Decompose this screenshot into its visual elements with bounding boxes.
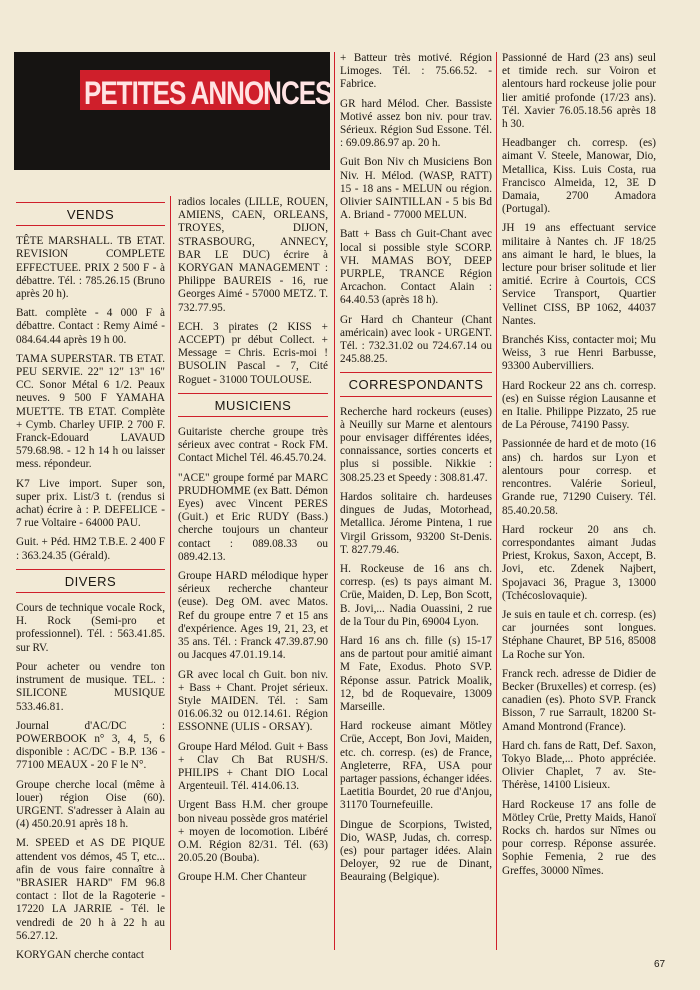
ad-item: M. SPEED et AS DE PIQUE attendent vos démos, 45 T, etc... afin de vous faire connaître à "BRASIER HARD" FM 96.8 contact : Ilot de la Ragoterie - 17220 LA JARRIE - Tél. le vendredi de 20 h à 22 h au 56.27.12. bbox=[16, 837, 165, 942]
column-3 bbox=[340, 52, 492, 891]
ad-item: Hard 16 ans ch. fille (s) 15-17 ans de partout pour amitié aimant M Fate, Exodus. Photo SVP. Réponse assur. Patrick Moalik, 12, bd de Roquevaire, 13009 Marseille. bbox=[340, 634, 492, 713]
ad-item: GR hard Mélod. Cher. Bassiste Motivé assez bon niv. pour trav. Sérieux. Région Sud Essone. Tél. : 69.09.86.97 ap. 20 h. bbox=[340, 97, 492, 150]
ad-item: Batt + Bass ch Guit-Chant avec local si possible style SCORP. VH. MAMAS BOY, DEEP PURPLE, TRANCE Région Arcachon. Contact Alain : 64.40.53 (après 18 h). bbox=[340, 228, 492, 307]
column-1 bbox=[16, 196, 165, 968]
ad-item: H. Rockeuse de 16 ans ch. corresp. (es) ts pays aimant M. Crüe, Maiden, D. Lep, Bon Scott, B. Jovi,... Nadia Ouassini, 2 rue de la Tour du Pin, 69004 Lyon. bbox=[340, 562, 492, 628]
ad-item: Passionnée de hard et de moto (16 ans) ch. hardos sur Lyon et alentours pour corresp. et rencontres. Valérie Sorieul, Grande rue, 71290 Cuisery. Tél. 85.40.20.58. bbox=[502, 438, 656, 517]
ad-item: Guit. + Péd. HM2 T.B.E. 2 400 F : 363.24.35 (Gérald). bbox=[16, 536, 165, 562]
ad-item: "ACE" groupe formé par MARC PRUDHOMME (ex Batt. Démon Eyes) avec Vincent PERES (Guit.) et Eric RUDY (Bass.) cherche toujours un chanteur contact : 089.08.33 ou 089.42.13. bbox=[178, 471, 328, 563]
ad-item: Hard Rockeuse 17 ans folle de Mötley Crüe, Pretty Maids, Hanoï Rocks ch. hardos sur Nîmes ou pour corresp. Réponse assurée. Sophie Femenia, 2 rue des Greffes, 30000 Nîmes. bbox=[502, 798, 656, 877]
ad-item: Pour acheter ou vendre ton instrument de musique. TEL. : SILICONE MUSIQUE 533.46.81. bbox=[16, 660, 165, 713]
ad-item: Groupe H.M. Cher Chanteur bbox=[178, 871, 307, 884]
column-divider bbox=[496, 52, 497, 950]
ad-item: TÊTE MARSHALL. TB ETAT. REVISION COMPLETE EFFECTUEE. PRIX 2 500 F - à débattre. Tél. : 785.26.15 (Bruno après 20 h). bbox=[16, 235, 165, 301]
ad-item: JH 19 ans effectuant service militaire à Nantes ch. JF 18/25 ans aimant le hard, le blues, la lecture pour briser solitude et lier amitié. Ecrire à Courtois, CCS Service Transport, Quartier Vellinet CISS, BP 1062, 44037 Nantes. bbox=[502, 222, 656, 327]
ad-item: Recherche hard rockeurs (euses) à Neuilly sur Marne et alentours pour envisager différentes idées, connaissance, sorties concerts et plus si possible. Nikkie : 308.25.23 et Speedy : 308.81.47. bbox=[340, 405, 492, 484]
ad-item: radios locales (LILLE, ROUEN, AMIENS, CAEN, ORLEANS, TROYES, DIJON, STRASBOURG, ANNECY, BAR LE DUC) écrire à KORYGAN MANAGEMENT : Philippe BAUREIS - 16, rue Georges Aimé - 57000 METZ. T. 732.77.95. bbox=[178, 196, 328, 314]
ad-item: Hard rockeur 20 ans ch. correspondantes aimant Judas Priest, Krokus, Saxon, Accept, B. Jovi, etc. Zdenek Najbert, Spojavaci 36, Prague 3, 13000 (Tchécoslovaquie). bbox=[502, 523, 656, 602]
section-header-vends: VENDS bbox=[16, 202, 165, 226]
ad-item: Franck rech. adresse de Didier de Becker (Bruxelles) et corresp. (es) canadien (es). Photo SVP. Franck Bisson, 7 rue Sarrault, 18200 St-Amand Montrond (France). bbox=[502, 667, 656, 733]
ad-item: Guit Bon Niv ch Musiciens Bon Niv. H. Mélod. (WASP, RATT) 15 - 18 ans - MELUN ou région. Olivier SAINTILLAN - 5 bis Bd A. Briand - 77000 MELUN. bbox=[340, 156, 492, 222]
ad-item: Batt. complète - 4 000 F à débattre. Contact : Remy Aimé - 084.64.44 après 19 h 00. bbox=[16, 307, 165, 346]
ad-item: Je suis en taule et ch. corresp. (es) car journées sont longues. Stéphane Chauret, BP 516, 85008 La Roche sur Yon. bbox=[502, 608, 656, 661]
ad-item: + Batteur très motivé. Région Limoges. Tél. : 75.66.52. - Fabrice. bbox=[340, 52, 492, 91]
ad-item: TAMA SUPERSTAR. TB ETAT. PEU SERVIE. 22" 12" 13" 16" CC. Sonor Métal 6 1/2. Peaux neuves. 9 500 F YAMAHA MUETTE. TB ETAT. Complète + Cymb. Charley UFIP. 2 700 F. Franck-Edouard LAVAUD 579.68.98. - 12 h 14 h ou laisser mess. répondeur. bbox=[16, 352, 165, 471]
column-4 bbox=[502, 52, 656, 884]
ad-item: KORYGAN cherche contact bbox=[16, 948, 144, 961]
page-number: 67 bbox=[654, 959, 666, 970]
section-header-divers: DIVERS bbox=[16, 569, 165, 593]
ad-item: Cours de technique vocale Rock, H. Rock (Semi-pro et professionnel). Tél. : 563.41.85. sur RV. bbox=[16, 602, 165, 654]
ad-item: Hard Rockeur 22 ans ch. corresp. (es) en Suisse région Lausanne et en Italie. Philippe Pizzato, 25 rue de La Pérouse, 74190 Passy. bbox=[502, 379, 656, 432]
page-title: PETITES ANNONCES bbox=[84, 74, 332, 112]
column-2 bbox=[178, 196, 328, 891]
ad-item: Hard rockeuse aimant Mötley Crüe, Accept, Bon Jovi, Maiden, etc. ch. corresp. (es) de France, Angleterre, RFA, USA pour partager passions, échanger idées. Laetitia Bourdet, 20 rue d'Anjou, 31170 Tournefeuille. bbox=[340, 720, 492, 812]
column-divider bbox=[334, 52, 335, 950]
ad-item: Passionné de Hard (23 ans) seul et timide rech. sur Voiron et alentours hard rockeuse jolie pour lier amitié profonde (17/23 ans). Tél. Xavier 76.05.18.56 après 18 h 30. bbox=[502, 52, 656, 131]
ad-item: Journal d'AC/DC : POWERBOOK n° 3, 4, 5, 6 disponible : AC/DC - B.P. 136 - 77100 MEAUX - 20 F le N°. bbox=[16, 719, 165, 772]
ad-item: Groupe HARD mélodique hyper sérieux recherche chanteur (euse). Deg OM. avec Matos. Ref du groupe entre 7 et 15 ans d'expérience. Ages 19, 21, 23, et 35 ans. Tél. : Franck 47.39.87.90 ou Jacques 47.01.19.14. bbox=[178, 570, 328, 662]
ad-item: Hardos solitaire ch. hardeuses dingues de Judas, Motorhead, Metallica. Jérome Pintena, 1 rue Virgil Grissom, 93200 St-Denis. T. 827.79.46. bbox=[340, 490, 492, 556]
ad-item: ECH. 3 pirates (2 KISS + ACCEPT) pr début Collect. + Message = Chris. Ecris-moi ! BUSOLIN Pascal - 7, Cité Roguet - 31000 TOULOUSE. bbox=[178, 320, 328, 386]
ad-item: Urgent Bass H.M. cher groupe bon niveau possède gros matériel + moyen de locomotion. Libéré O.M. Région 82/31. Tél. (63) 20.05.20 (Bouba). bbox=[178, 799, 328, 865]
ad-item: Guitariste cherche groupe très sérieux avec contrat - Rock FM. Contact Michel Tél. 46.45.70.24. bbox=[178, 426, 328, 465]
ad-item: GR avec local ch Guit. bon niv. + Bass + Chant. Projet sérieux. Style MAIDEN. Tél. : Sam 016.06.32 ou 012.14.61. Région ESSONNE (ULIS - ORSAY). bbox=[178, 668, 328, 734]
ad-item: Headbanger ch. corresp. (es) aimant V. Steele, Manowar, Dio, Metallica, Kiss. Luis Costa, rua Francisco Almeida, 12, 3E D Damaia, 2700 Amadora (Portugal). bbox=[502, 137, 656, 216]
ad-item: Groupe cherche local (même à louer) région Oise (60). URGENT. S'adresser à Alain au (4) 450.20.91 après 18 h. bbox=[16, 778, 165, 831]
title-banner bbox=[14, 52, 330, 170]
section-header-correspondants: CORRESPONDANTS bbox=[340, 372, 492, 396]
column-divider bbox=[170, 196, 171, 950]
ad-item: Groupe Hard Mélod. Guit + Bass + Clav Ch Bat RUSH/S. PHILIPS + Chant DIO Local Argenteuil. Tél. 414.06.13. bbox=[178, 740, 328, 793]
ad-item: Hard ch. fans de Ratt, Def. Saxon, Tokyo Blade,... Photo appréciée. Olivier Chaplet, 7 av. Ste-Thérèse, 14100 Lisieux. bbox=[502, 739, 656, 792]
ad-item: Gr Hard ch Chanteur (Chant américain) avec look - URGENT. Tél. : 732.31.02 ou 724.67.14 ou 245.88.25. bbox=[340, 313, 492, 366]
ad-item: Dingue de Scorpions, Twisted, Dio, WASP, Judas, ch. corresp. (es) pour partager idées. Alain Deloyer, 92 rue de Dinant, Beauraing (Belgique). bbox=[340, 818, 492, 884]
ad-item: Branchés Kiss, contacter moi; Mu Weiss, 3 rue Henri Barbusse, 93300 Aubervilliers. bbox=[502, 334, 656, 373]
section-header-musiciens: MUSICIENS bbox=[178, 393, 328, 417]
ad-item: K7 Live import. Super son, super prix. List/3 t. (rendus si achat) écrire à : P. DEFELICE - 7 rue Voltaire - 64000 PAU. bbox=[16, 477, 165, 530]
